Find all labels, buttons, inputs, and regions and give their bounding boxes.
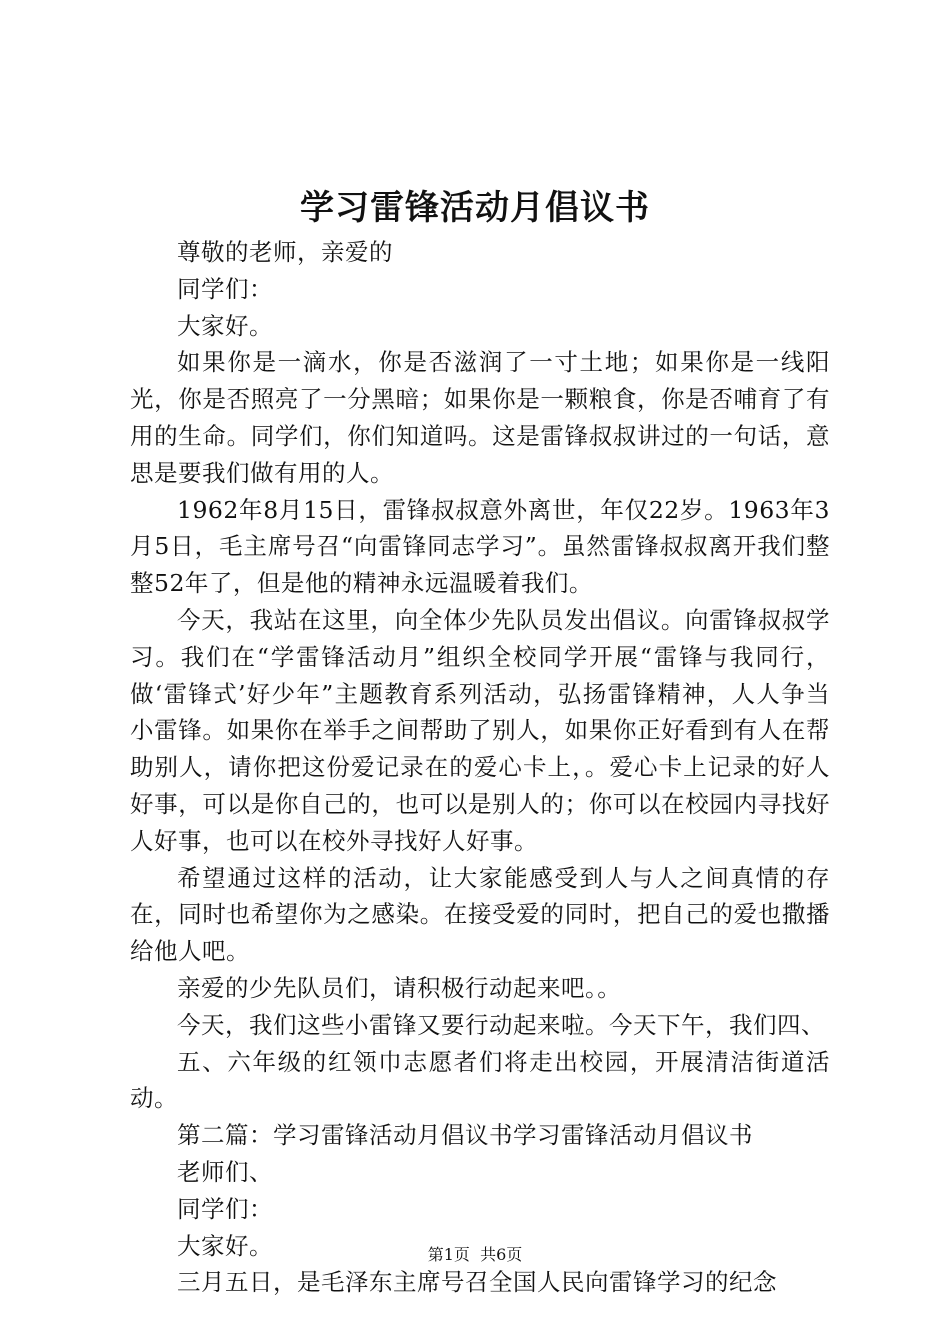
paragraph-salutation-teachers: 老师们、 xyxy=(177,1157,273,1186)
paragraph-section-heading: 第二篇：学习雷锋活动月倡议书学习雷锋活动月倡议书 xyxy=(177,1121,753,1150)
page-total: 共6页 xyxy=(480,1245,523,1264)
paragraph-body: 希望通过这样的活动，让大家能感受到人与人之间真情的存在，同时也希望你为之感染。在接受爱的同时，把自己的爱也撒播给他人吧。 xyxy=(130,863,830,966)
paragraph-body: 如果你是一滴水，你是否滋润了一寸土地；如果你是一线阳光，你是否照亮了一分黑暗；如果你是一颗粮食，你是否哺育了有用的生命。同学们，你们知道吗。这是雷锋叔叔讲过的一句话，意思是要我们做有用的人。 xyxy=(130,348,830,487)
paragraph-salutation-classmates: 同学们： xyxy=(177,274,273,303)
paragraph-salutation-classmates: 同学们： xyxy=(177,1194,273,1223)
page-footer xyxy=(0,1244,950,1266)
paragraph-body: 亲爱的少先队员们，请积极行动起来吧。。 xyxy=(177,973,622,1002)
paragraph-body: 1962年8月15日，雷锋叔叔意外离世，年仅22岁。1963年3月5日，毛主席号召“向雷锋同志学习”。虽然雷锋叔叔离开我们整整52年了，但是他的精神永远温暖着我们。 xyxy=(130,495,830,598)
paragraph-body: 五、六年级的红领巾志愿者们将走出校园，开展清洁街道活动。 xyxy=(130,1047,830,1113)
document-title: 学习雷锋活动月倡议书 xyxy=(300,188,650,228)
paragraph-body: 今天，我们这些小雷锋又要行动起来啦。今天下午，我们四、 xyxy=(177,1010,825,1039)
paragraph-body: 三月五日，是毛泽东主席号召全国人民向雷锋学习的纪念 xyxy=(177,1268,777,1297)
paragraph-greeting: 大家好。 xyxy=(177,311,273,340)
paragraph-body: 今天，我站在这里，向全体少先队员发出倡议。向雷锋叔叔学习。我们在“学雷锋活动月”组织全校同学开展“雷锋与我同行，做‘雷锋式’好少年”主题教育系列活动，弘扬雷锋精神，人人争当小雷锋。如果你在举手之间帮助了别人，如果你正好看到有人在帮助别人，请你把这份爱记录在的爱心卡上，。爱心卡上记录的好人好事，可以是你自己的，也可以是别人的；你可以在校园内寻找好人好事，也可以在校外寻找好人好事。 xyxy=(130,605,830,855)
paragraph-greeting: 大家好。 xyxy=(177,1231,273,1260)
document-body xyxy=(130,234,830,1301)
paragraph-salutation: 尊敬的老师，亲爱的 xyxy=(177,238,393,266)
page-number: 第1页 xyxy=(427,1245,470,1264)
